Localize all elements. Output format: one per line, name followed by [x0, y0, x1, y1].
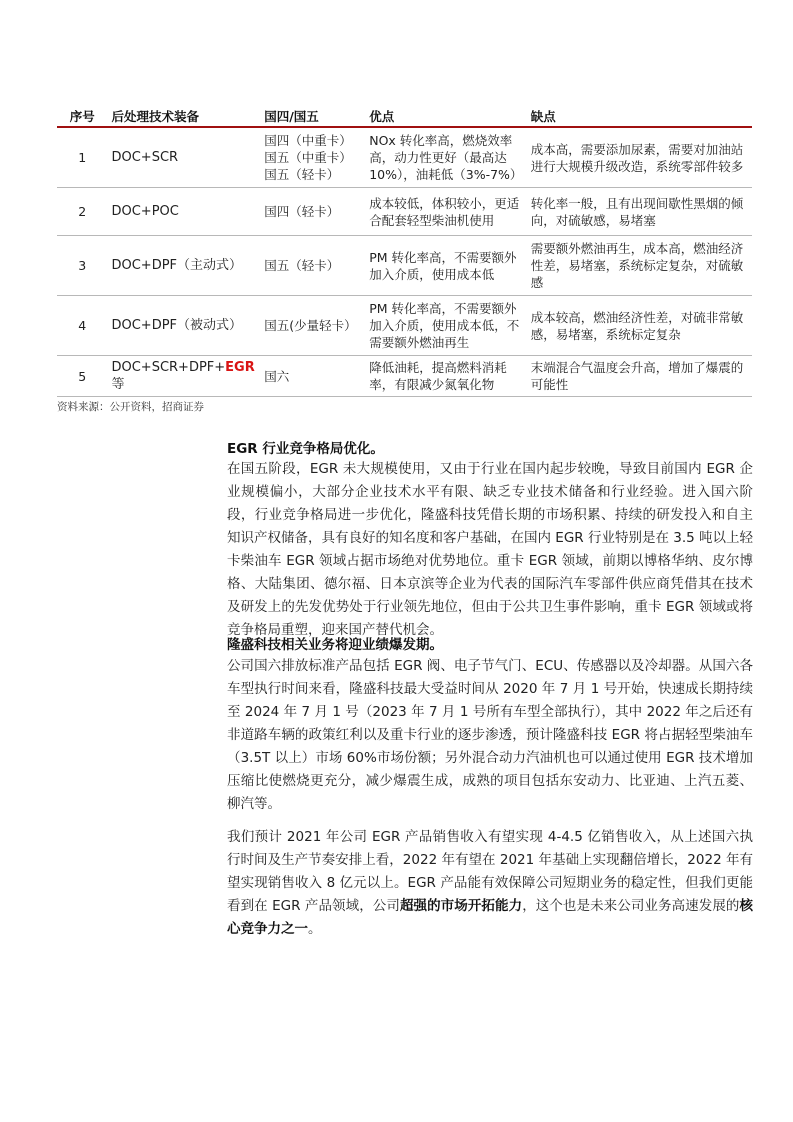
forecast-text-1: 我们预计 2021 年公司 EGR 产品销售收入有望实现 4-4.5 亿销售收入，从上述国六执行时间及生产节奏安排上看，2022 年有望在 2021 年基础上实现翻倍增长，2022 年有望实现销售收入 8 亿元以上。EGR 产品能有效保障公司短期业务的稳定性，但我们更能看到在 EGR 产品领域，公司 — [227, 829, 753, 914]
header-tech: 后处理技术装备 — [107, 106, 260, 127]
section-body-egr-competition — [227, 458, 753, 642]
section-body-forecast — [227, 826, 753, 941]
header-pros: 优点 — [365, 106, 527, 127]
cell-no: 3 — [57, 236, 107, 296]
tech-comparison-table — [57, 106, 752, 397]
cell-tech: DOC+SCR — [107, 127, 260, 188]
table-row — [57, 236, 752, 296]
section-heading-egr-competition: EGR 行业竞争格局优化。 — [227, 441, 384, 457]
table-row — [57, 296, 752, 356]
cell-pros: NOx 转化率高，燃烧效率高，动力性更好（最高达10%），油耗低（3%-7%） — [365, 127, 527, 188]
table-row — [57, 188, 752, 236]
table-source-note: 资料来源：公开资料，招商证券 — [57, 401, 204, 413]
cell-tech: DOC+DPF（主动式） — [107, 236, 260, 296]
table-row — [57, 356, 752, 397]
paragraph — [227, 826, 753, 941]
cell-pros: 成本较低，体积较小，更适合配套轻型柴油机使用 — [365, 188, 527, 236]
cell-standard: 国六 — [260, 356, 365, 397]
paragraph: 公司国六排放标准产品包括 EGR 阀、电子节气门、ECU、传感器以及冷却器。从国六各车型执行时间来看，隆盛科技最大受益时间从 2020 年 7 月 1 号开始，快速成长期持续至 2024 年 7 月 1 号（2023 年 7 月 1 号所有车型全部执行），其中 2022 年之后还有非道路车辆的政策红利以及重卡行业的逐步渗透，预计隆盛科技 EGR 将占据轻型柴油车（3.5T 以上）市场 60%市场份额；另外混合动力汽油机也可以通过使用 EGR 技术增加压缩比使燃烧更充分，减少爆震生成，成熟的项目包括东安动力、比亚迪、上汽五菱、柳汽等。 — [227, 658, 753, 812]
cell-standard: 国五（轻卡） — [260, 236, 365, 296]
paragraph: 在国五阶段，EGR 未大规模使用，又由于行业在国内起步较晚，导致目前国内 EGR 企业规模偏小，大部分企业技术水平有限、缺乏专业技术储备和行业经验。进入国六阶段，行业竞争格局进一步优化，隆盛科技凭借长期的市场积累、持续的研发投入和自主知识产权储备，具有良好的知名度和客户基础，在国内 EGR 行业特别是在 3.5 吨以上轻卡柴油车 EGR 领域占据市场绝对优势地位。重卡 EGR 领域，前期以博格华纳、皮尔博格、大陆集团、德尔福、日本京滨等企业为代表的国际汽车零部件供应商凭借其在技术及研发上的先发优势处于行业领先地位，但由于公共卫生事件影响，重卡 EGR 领域或将竞争格局重塑，迎来国产替代机会。 — [227, 461, 754, 638]
cell-standard: 国四（轻卡） — [260, 188, 365, 236]
cell-tech — [107, 356, 260, 397]
cell-cons: 成本较高，燃油经济性差，对硫非常敏感，易堵塞，系统标定复杂 — [527, 296, 752, 356]
tech-text: DOC+SCR+DPF+ — [111, 360, 226, 375]
section-heading-longsheng: 隆盛科技相关业务将迎业绩爆发期。 — [227, 637, 443, 653]
cell-pros: PM 转化率高，不需要额外加入介质，使用成本低 — [365, 236, 527, 296]
cell-cons: 成本高，需要添加尿素，需要对加油站进行大规模升级改造，系统零部件较多 — [527, 127, 752, 188]
header-standard: 国四/国五 — [260, 106, 365, 127]
cell-cons: 转化率一般，且有出现间歇性黑烟的倾向，对硫敏感，易堵塞 — [527, 188, 752, 236]
header-no: 序号 — [57, 106, 107, 127]
cell-pros: PM 转化率高，不需要额外加入介质，使用成本低，不需要额外燃油再生 — [365, 296, 527, 356]
forecast-text-2: ，这个也是未来公司业务高速发展的 — [522, 898, 740, 914]
section-body-longsheng — [227, 655, 753, 816]
table-row — [57, 127, 752, 188]
cell-tech: DOC+DPF（被动式） — [107, 296, 260, 356]
forecast-bold-2: 核心竞争力之一 — [227, 898, 753, 937]
cell-no: 2 — [57, 188, 107, 236]
cell-cons: 末端混合气温度会升高，增加了爆震的可能性 — [527, 356, 752, 397]
cell-tech: DOC+POC — [107, 188, 260, 236]
forecast-text-3: 。 — [308, 921, 322, 937]
cell-no: 1 — [57, 127, 107, 188]
header-cons: 缺点 — [527, 106, 752, 127]
forecast-bold-1: 超强的市场开拓能力 — [399, 898, 523, 914]
cell-pros: 降低油耗，提高燃料消耗率，有限减少氮氧化物 — [365, 356, 527, 397]
cell-standard: 国四（中重卡） 国五（中重卡） 国五（轻卡） — [260, 127, 365, 188]
tech-highlight-egr: EGR — [225, 360, 255, 375]
cell-no: 4 — [57, 296, 107, 356]
cell-no: 5 — [57, 356, 107, 397]
cell-standard: 国五(少量轻卡） — [260, 296, 365, 356]
cell-cons: 需要额外燃油再生，成本高，燃油经济性差，易堵塞，系统标定复杂，对硫敏感 — [527, 236, 752, 296]
tech-suffix: 等 — [111, 377, 125, 392]
table-header-row — [57, 106, 752, 127]
